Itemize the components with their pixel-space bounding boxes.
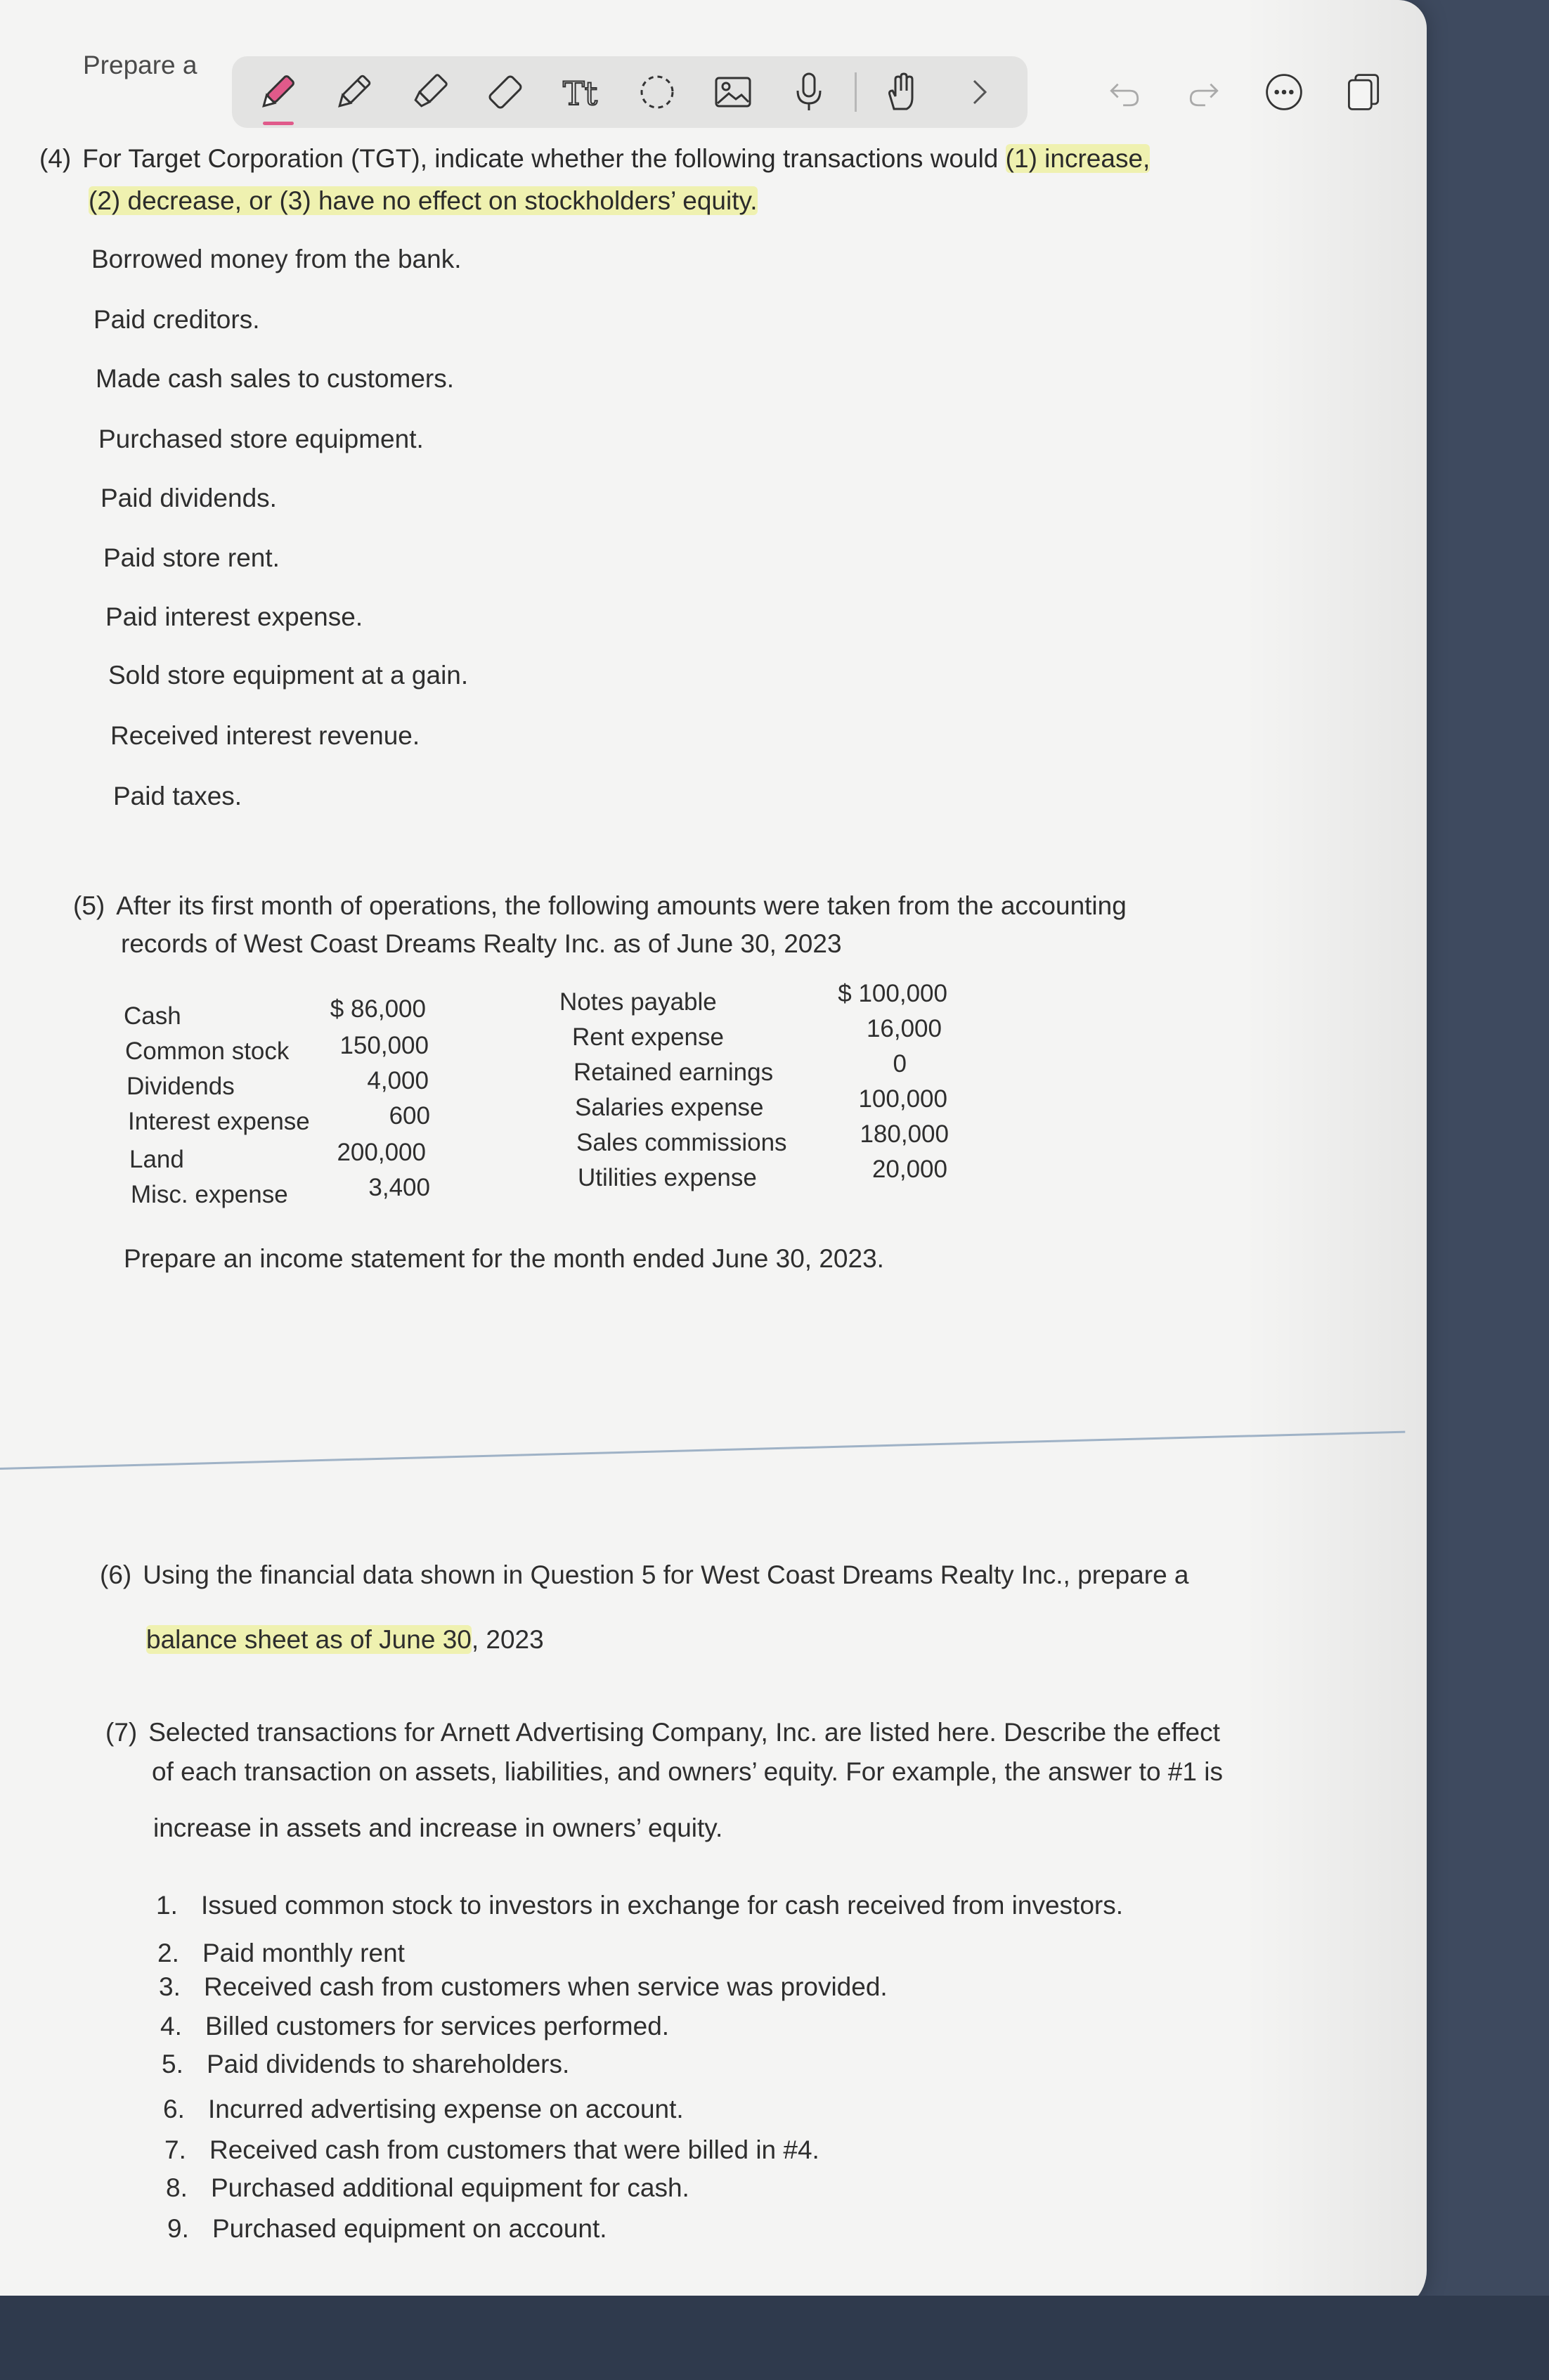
list-item: Made cash sales to customers. — [96, 364, 454, 393]
question-number: (5) — [73, 891, 105, 920]
hand-icon[interactable] — [872, 62, 933, 122]
pencil-icon[interactable] — [323, 62, 384, 122]
question-7-line-1 — [105, 1718, 1220, 1747]
list-item: Purchased store equipment. — [98, 425, 424, 453]
list-item: Borrowed money from the bank. — [91, 245, 462, 273]
list-number: 3. — [159, 1972, 181, 2001]
account-label: Sales commissions — [576, 1129, 787, 1156]
list-item: Paid store rent. — [103, 543, 280, 572]
question-5-line-2: records of West Coast Dreams Realty Inc. as of June 30, 2023 — [121, 929, 842, 958]
account-label: Dividends — [127, 1073, 235, 1100]
svg-text:Tt: Tt — [563, 75, 598, 112]
list-item — [162, 2050, 569, 2079]
question-number: (4) — [39, 144, 72, 173]
list-item: Paid creditors. — [93, 305, 260, 334]
toolbar-separator — [855, 72, 857, 112]
more-icon[interactable] — [1256, 62, 1312, 122]
list-item — [163, 2095, 684, 2124]
question-4-line-2 — [39, 180, 1375, 222]
account-label: Interest expense — [128, 1108, 310, 1135]
account-label: Cash — [124, 1002, 181, 1030]
eraser-icon[interactable] — [475, 62, 536, 122]
list-text: Received cash from customers that were billed in #4. — [209, 2135, 819, 2164]
question-text: Selected transactions for Arnett Advertising Company, Inc. are listed here. Describe the effect — [148, 1718, 1220, 1747]
list-number: 8. — [166, 2173, 188, 2202]
account-value: 16,000 — [866, 1015, 942, 1042]
list-number: 4. — [160, 2012, 182, 2041]
list-item: Paid interest expense. — [105, 602, 363, 631]
list-text: Paid dividends to shareholders. — [207, 2050, 570, 2078]
account-value: $ 100,000 — [838, 980, 947, 1007]
question-text: For Target Corporation (TGT), indicate whether the following transactions would — [82, 144, 1006, 173]
list-text: Billed customers for services performed. — [205, 2012, 670, 2041]
account-label: Utilities expense — [578, 1164, 757, 1191]
list-item — [160, 2012, 669, 2041]
list-item: Paid dividends. — [101, 484, 277, 512]
list-text: Issued common stock to investors in exchange for cash received from investors. — [201, 1891, 1124, 1920]
list-number: 9. — [167, 2214, 189, 2243]
question-number: (7) — [105, 1718, 138, 1747]
question-text: After its first month of operations, the following amounts were taken from the accounting — [116, 891, 1127, 920]
question-text: , 2023 — [471, 1625, 544, 1654]
highlighted-text: balance sheet as of June 30 — [146, 1625, 472, 1654]
pen-icon[interactable] — [247, 62, 308, 122]
highlighter-icon[interactable] — [399, 62, 460, 122]
highlighted-text: (1) increase, — [1005, 144, 1151, 173]
question-5-line-1 — [73, 891, 1127, 921]
chevron-right-icon[interactable] — [948, 62, 1009, 122]
account-value: 150,000 — [339, 1032, 429, 1059]
list-item — [156, 1891, 1123, 1920]
account-value: 100,000 — [858, 1085, 947, 1113]
account-value: 20,000 — [871, 1156, 947, 1183]
list-item — [164, 2135, 819, 2165]
lasso-icon[interactable] — [627, 62, 687, 122]
list-number: 6. — [163, 2095, 185, 2123]
account-label: Misc. expense — [131, 1181, 288, 1208]
question-7-line-3: increase in assets and increase in owners’ equity. — [153, 1813, 723, 1842]
list-text: Purchased equipment on account. — [212, 2214, 607, 2243]
list-item: Paid taxes. — [113, 782, 242, 810]
account-value: 200,000 — [337, 1139, 426, 1166]
list-item — [157, 1939, 405, 1968]
page-shading — [1244, 0, 1427, 2313]
list-text: Incurred advertising expense on account. — [208, 2095, 684, 2123]
list-item — [166, 2173, 689, 2203]
document-title[interactable]: Prepare a — [83, 51, 197, 79]
account-value: 3,400 — [368, 1174, 430, 1201]
list-number: 7. — [164, 2135, 186, 2164]
question-6-line-1 — [100, 1560, 1189, 1590]
question-5-instruction: Prepare an income statement for the month ended June 30, 2023. — [124, 1244, 884, 1273]
undo-icon[interactable] — [1096, 62, 1153, 122]
account-label: Notes payable — [559, 988, 717, 1016]
account-label: Land — [129, 1146, 184, 1173]
account-label: Retained earnings — [573, 1059, 774, 1086]
question-7-line-2: of each transaction on assets, liabilities, and owners’ equity. For example, the answer to #1 is — [152, 1757, 1223, 1786]
list-text: Purchased additional equipment for cash. — [211, 2173, 689, 2202]
redo-icon[interactable] — [1177, 62, 1233, 122]
account-label: Rent expense — [572, 1023, 724, 1051]
image-icon[interactable] — [703, 62, 763, 122]
list-item: Sold store equipment at a gain. — [108, 661, 469, 690]
document-actions — [1096, 53, 1392, 131]
section-divider — [0, 1431, 1405, 1470]
pages-icon[interactable] — [1336, 62, 1392, 122]
text-tool-icon[interactable] — [551, 62, 611, 122]
list-number: 2. — [157, 1939, 179, 1967]
microphone-icon[interactable] — [779, 62, 839, 122]
highlighted-text: (2) decrease, or (3) have no effect on stockholders’ equity. — [89, 186, 758, 215]
account-value: 0 — [893, 1050, 907, 1078]
account-label: Salaries expense — [575, 1094, 764, 1121]
list-number: 5. — [162, 2050, 183, 2078]
account-value: 4,000 — [367, 1067, 429, 1094]
background-desk — [0, 2296, 1549, 2380]
question-4-line-1 — [39, 138, 1375, 180]
question-6-line-2 — [146, 1625, 544, 1655]
question-4 — [39, 138, 1375, 222]
account-value: 180,000 — [860, 1120, 949, 1148]
list-item: Received interest revenue. — [110, 721, 420, 750]
question-text: Using the financial data shown in Question 5 for West Coast Dreams Realty Inc., prepare a — [143, 1560, 1189, 1589]
account-value: $ 86,000 — [330, 995, 426, 1023]
list-item — [167, 2214, 607, 2244]
list-text: Paid monthly rent — [202, 1939, 405, 1967]
drawing-toolbar — [232, 56, 1028, 128]
list-text: Received cash from customers when service was provided. — [204, 1972, 888, 2001]
account-label: Common stock — [125, 1037, 290, 1065]
account-value: 600 — [389, 1102, 430, 1130]
list-item — [159, 1972, 888, 2002]
question-number: (6) — [100, 1560, 132, 1589]
list-number: 1. — [156, 1891, 178, 1920]
